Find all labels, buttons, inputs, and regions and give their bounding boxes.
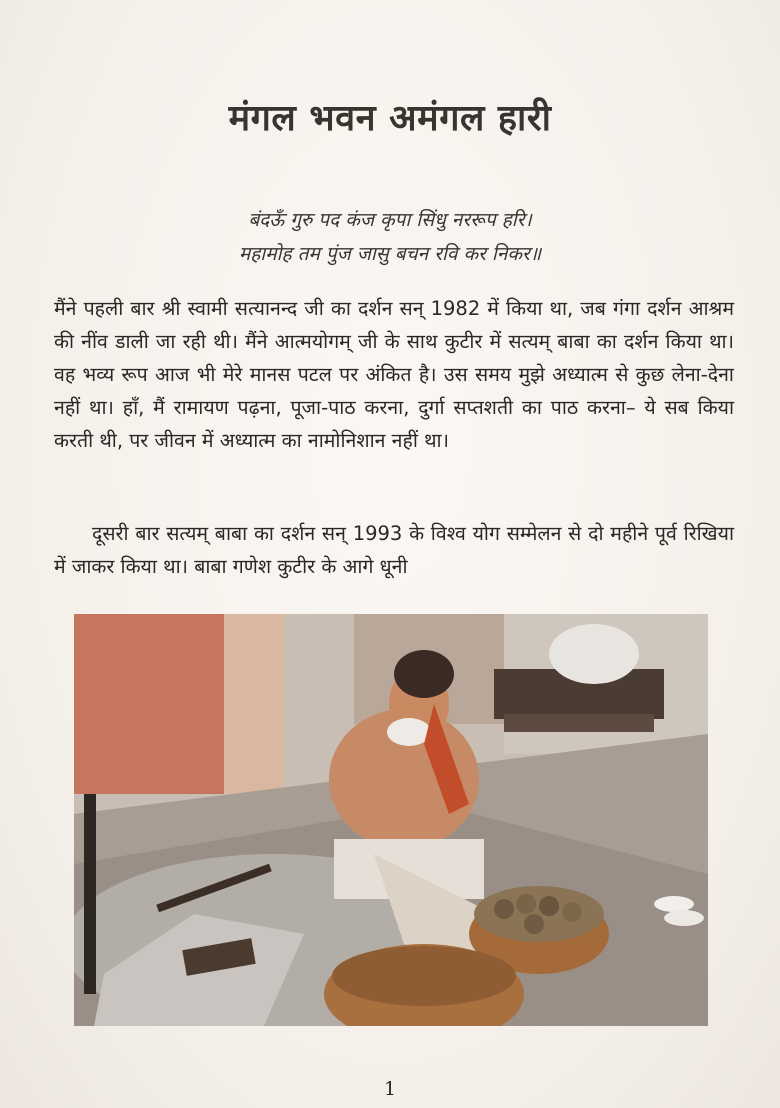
photograph	[74, 614, 708, 1026]
paragraph-2: दूसरी बार सत्यम् बाबा का दर्शन सन् 1993 के विश्व योग सम्मेलन से दो महीने पूर्व रिखिया में जाकर किया था। बाबा गणेश कुटीर के आगे धूनी	[54, 522, 734, 578]
page-title: मंगल भवन अमंगल हारी	[228, 98, 552, 139]
paragraph-1: मैंने पहली बार श्री स्वामी सत्यानन्द जी का दर्शन सन् 1982 में किया था, जब गंगा दर्शन आश्रम की नींव डाली जा रही थी। मैंने आत्मयोगम् जी के साथ कुटीर में सत्यम् बाबा का दर्शन किया था। वह भव्य रूप आज भी मेरे मानस पटल पर अंकित है। उस समय मुझे अध्यात्म से कुछ लेना-देना नहीं था। हाँ, मैं रामायण पढ़ना, पूजा-पाठ करना, दुर्गा सप्तशती का पाठ करना– ये सब किया करती थी, पर जीवन में अध्यात्म का नामोनिशान नहीं था।	[54, 297, 734, 452]
verse-line-2: महामोह तम पुंज जासु बचन रवि कर निकर॥	[238, 243, 542, 265]
verse-line-1: बंदऊँ गुरु पद कंज कृपा सिंधु नररूप हरि।	[248, 209, 532, 231]
page-number: 1	[383, 1078, 397, 1100]
